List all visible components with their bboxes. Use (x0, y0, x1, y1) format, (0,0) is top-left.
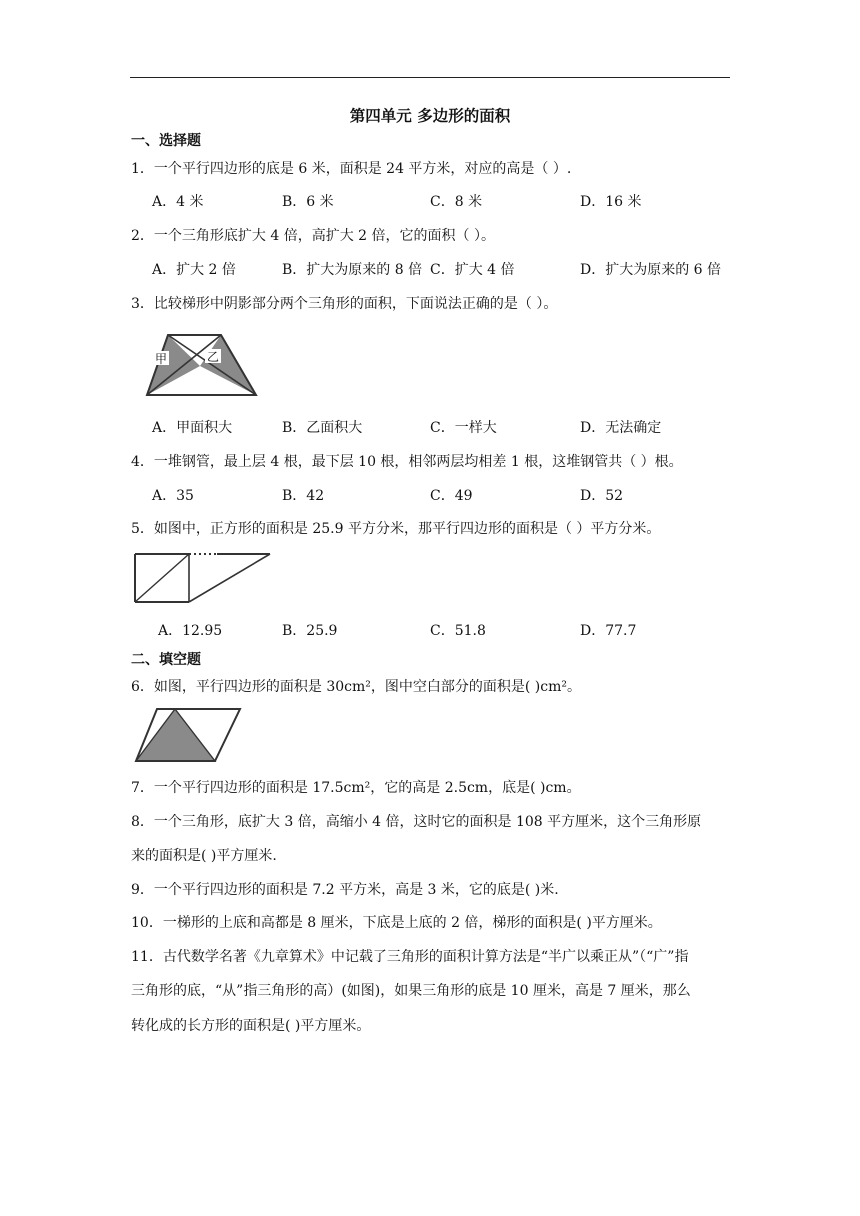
section-heading-choice: 一、选择题 (131, 133, 201, 149)
shaded-triangle (136, 709, 215, 761)
section-heading-fill: 二、填空题 (131, 652, 201, 668)
question-11-text-line2: 三角形的底，“从”指三角形的高）(如图)，如果三角形的底是 10 厘米，高是 7 厘米，那么 (131, 983, 691, 999)
question-2-option-a: A．扩大 2 倍 (152, 262, 236, 278)
question-5-option-b: B．25.9 (282, 623, 338, 639)
question-5-option-c: C．51.8 (430, 623, 486, 639)
question-5-option-d: D．77.7 (580, 623, 637, 639)
question-3-option-c: C．一样大 (430, 420, 497, 436)
question-8-text-line2: 来的面积是( )平方厘米. (131, 848, 277, 864)
question-1-option-c: C．8 米 (430, 194, 483, 210)
question-9-text: 9．一个平行四边形的面积是 7.2 平方米，高是 3 米，它的底是( )米. (131, 882, 559, 898)
question-5-text: 5．如图中，正方形的面积是 25.9 平方分米，那平行四边形的面积是（ ）平方分米。 (131, 521, 661, 537)
question-4-option-a: A．35 (152, 488, 194, 504)
question-1-option-d: D．16 米 (580, 194, 642, 210)
question-7-text: 7．一个平行四边形的面积是 17.5cm²，它的高是 2.5cm，底是( )cm。 (131, 780, 581, 796)
question-11-text-line3: 转化成的长方形的面积是( )平方厘米。 (131, 1018, 371, 1034)
page-title: 第四单元 多边形的面积 (349, 107, 511, 125)
parallelogram-slant-edge (189, 554, 270, 602)
square-parallelogram-figure (133, 552, 273, 604)
question-4-text: 4．一堆钢管，最上层 4 根，最下层 10 根，相邻两层均相差 1 根，这堆钢管共（ ）根。 (131, 454, 683, 470)
label-yi: 乙 (206, 350, 220, 364)
question-2-option-d: D．扩大为原来的 6 倍 (580, 262, 722, 278)
question-4-option-c: C．49 (430, 488, 473, 504)
header-rule (130, 77, 730, 78)
square-diagonal (135, 554, 189, 602)
question-3-text: 3．比较梯形中阴影部分两个三角形的面积，下面说法正确的是（ ）。 (131, 296, 558, 312)
question-3-option-d: D．无法确定 (580, 420, 662, 436)
question-1-text: 1．一个平行四边形的底是 6 米，面积是 24 平方米，对应的高是（ ）. (131, 161, 572, 177)
question-2-option-c: C．扩大 4 倍 (430, 262, 515, 278)
question-2-option-b: B．扩大为原来的 8 倍 (282, 262, 423, 278)
question-6-text: 6．如图，平行四边形的面积是 30cm²，图中空白部分的面积是( )cm²。 (131, 679, 582, 695)
question-3-option-a: A．甲面积大 (152, 420, 233, 436)
question-4-option-d: D．52 (580, 488, 624, 504)
question-11-text-line1: 11．古代数学名著《九章算术》中记载了三角形的面积计算方法是“半广以乘正从”（“广”指 (131, 949, 689, 965)
question-2-text: 2．一个三角形底扩大 4 倍，高扩大 2 倍，它的面积（ ）。 (131, 228, 495, 244)
question-10-text: 10．一梯形的上底和高都是 8 厘米，下底是上底的 2 倍，梯形的面积是( )平方厘米。 (131, 915, 662, 931)
question-4-option-b: B．42 (282, 488, 325, 504)
parallelogram-triangle-figure (133, 706, 243, 764)
question-1-option-b: B．6 米 (282, 194, 334, 210)
label-jia: 甲 (154, 352, 168, 366)
trapezoid-shade-yi (200, 335, 256, 395)
trapezoid-figure (140, 332, 260, 398)
question-3-option-b: B．乙面积大 (282, 420, 363, 436)
question-8-text-line1: 8．一个三角形，底扩大 3 倍，高缩小 4 倍，这时它的面积是 108 平方厘米，这个三角形原 (131, 814, 702, 830)
question-5-option-a: A．12.95 (158, 623, 223, 639)
question-1-option-a: A．4 米 (152, 194, 204, 210)
